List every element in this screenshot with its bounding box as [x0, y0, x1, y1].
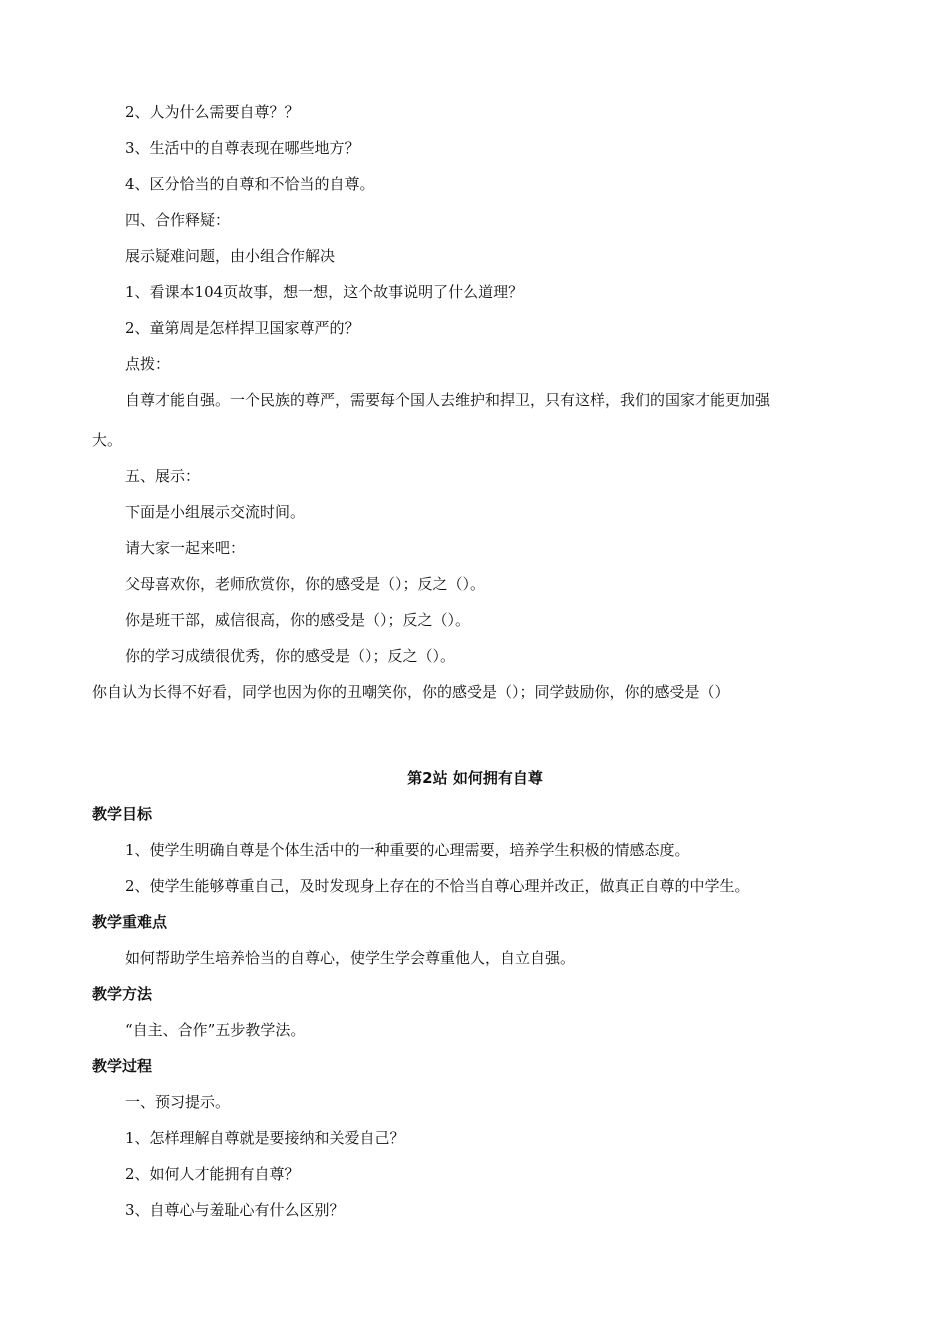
text-line: 请大家一起来吧： [125, 539, 246, 557]
section-title: 第2站 如何拥有自尊 [407, 769, 543, 787]
method-text: “自主、合作”五步教学法。 [125, 1021, 306, 1039]
text-line: 五、展示： [125, 467, 201, 485]
paragraph-line: 自尊才能自强。一个民族的尊严，需要每个国人去维护和捍卫，只有这样，我们的国家才能更加强 [125, 391, 771, 409]
heading-method: 教学方法 [92, 985, 153, 1003]
text-line: 父母喜欢你，老师欣赏你，你的感受是（）；反之（）。 [125, 575, 486, 593]
text-line: 你的学习成绩很优秀，你的感受是（）；反之（）。 [125, 647, 456, 665]
text-line: 下面是小组展示交流时间。 [125, 503, 306, 521]
text-line: 点拨： [125, 355, 171, 373]
text-line: 4、区分恰当的自尊和不恰当的自尊。 [125, 175, 375, 193]
text-line: 2、童第周是怎样捍卫国家尊严的？ [125, 319, 360, 337]
process-item: 2、如何人才能拥有自尊？ [125, 1165, 300, 1183]
goal-item: 1、使学生明确自尊是个体生活中的一种重要的心理需要，培养学生积极的情感态度。 [125, 841, 690, 859]
goal-item: 2、使学生能够尊重自己，及时发现身上存在的不恰当自尊心理并改正，做真正自尊的中学生。 [125, 877, 750, 895]
heading-process: 教学过程 [92, 1057, 153, 1075]
text-line: 2、人为什么需要自尊？？ [125, 103, 300, 121]
process-item: 3、自尊心与羞耻心有什么区别？ [125, 1201, 345, 1219]
text-line: 你自认为长得不好看，同学也因为你的丑嘲笑你，你的感受是（）；同学鼓励你，你的感受是（） [92, 683, 730, 701]
heading-goals: 教学目标 [92, 805, 153, 823]
process-item: 一、预习提示。 [125, 1093, 231, 1111]
process-item: 1、怎样理解自尊就是要接纳和关爱自己？ [125, 1129, 405, 1147]
text-line: 展示疑难问题，由小组合作解决 [125, 247, 336, 265]
text-line: 你是班干部，威信很高，你的感受是（）；反之（）。 [125, 611, 471, 629]
text-line: 四、合作释疑： [125, 211, 231, 229]
text-line: 1、看课本104页故事，想一想，这个故事说明了什么道理？ [125, 283, 524, 301]
key-points-text: 如何帮助学生培养恰当的自尊心，使学生学会尊重他人，自立自强。 [125, 949, 576, 967]
paragraph-line: 大。 [92, 431, 123, 449]
heading-key-points: 教学重难点 [92, 913, 168, 931]
text-line: 3、生活中的自尊表现在哪些地方？ [125, 139, 360, 157]
